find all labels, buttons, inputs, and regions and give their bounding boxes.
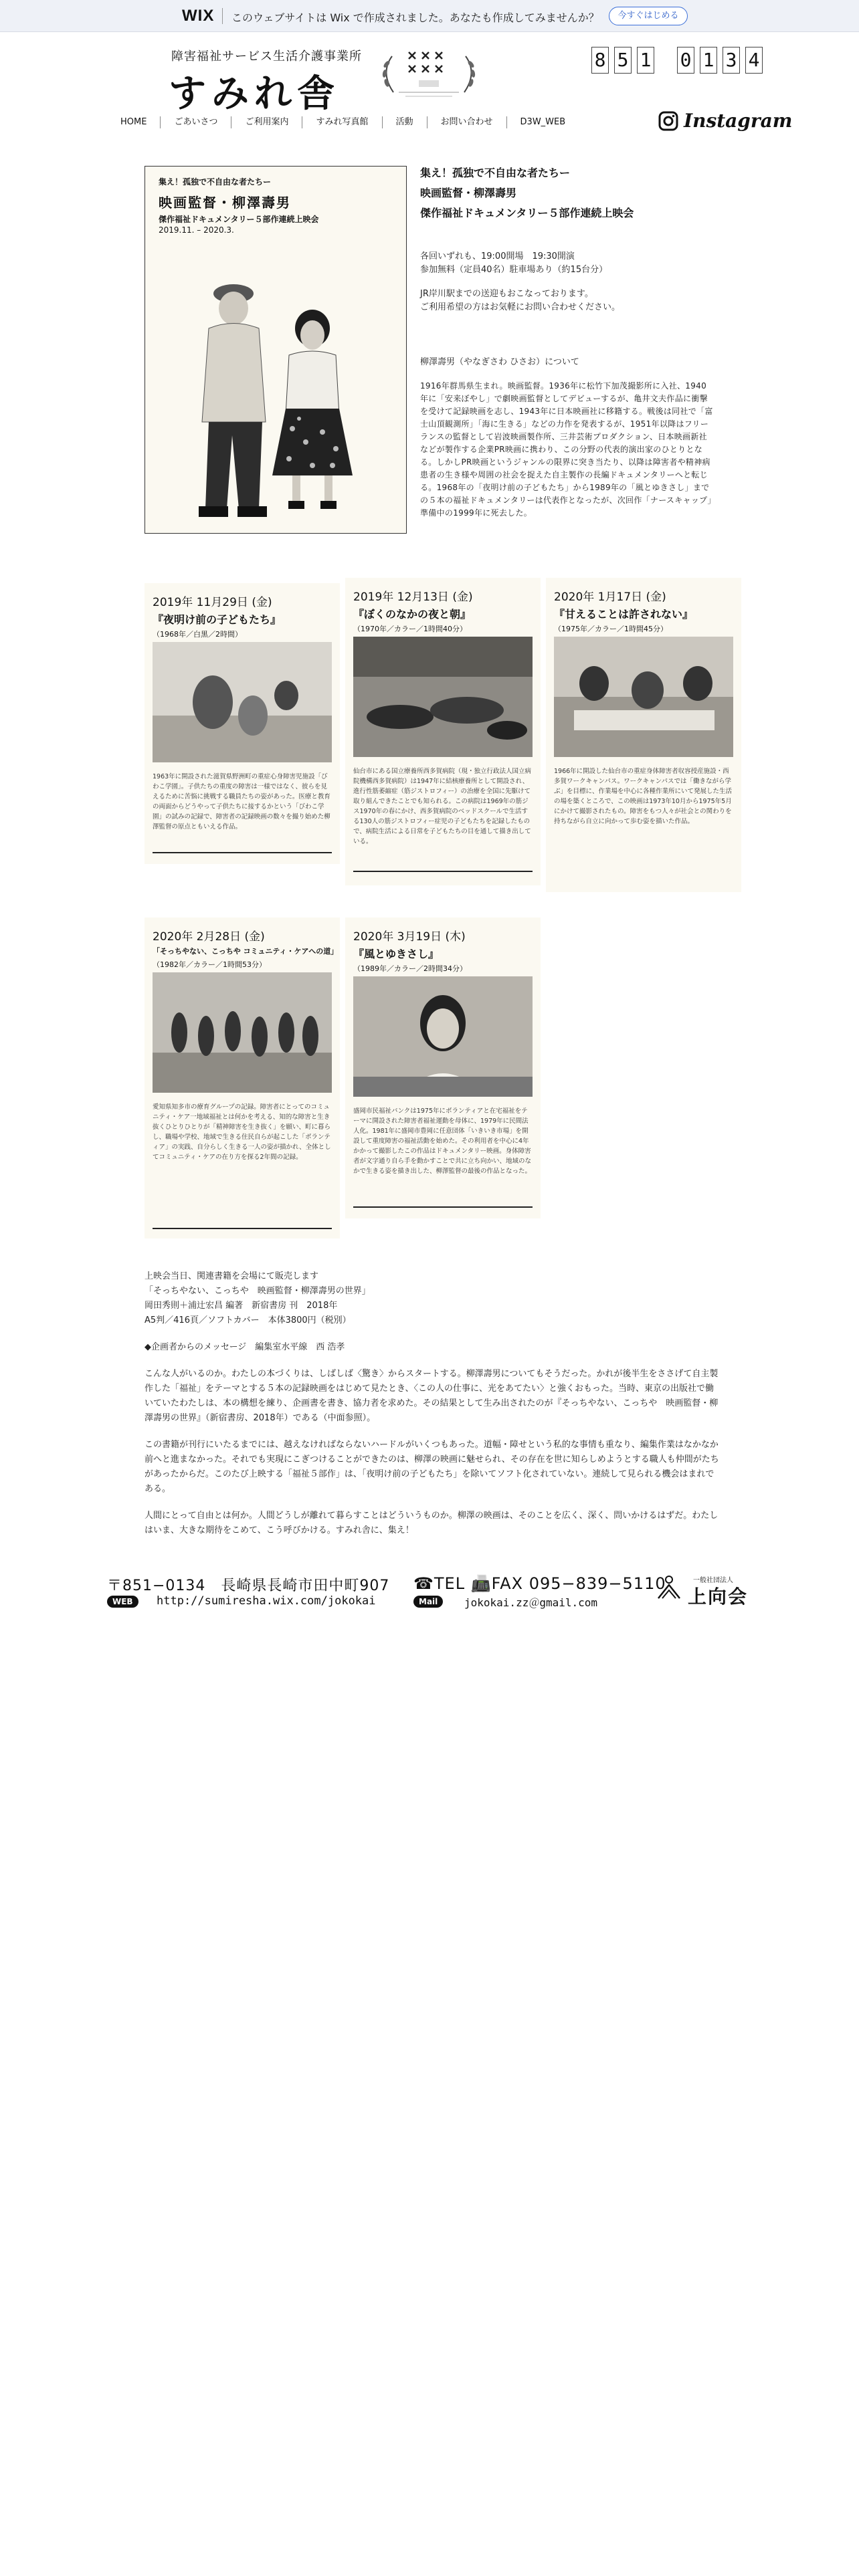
nav-item-d3w-web[interactable]: D3W_WEB bbox=[520, 117, 566, 127]
nav-item-photos[interactable]: すみれ写真館 bbox=[302, 116, 382, 128]
film-date: 2019年 11月29日 (金) bbox=[153, 596, 272, 609]
film-meta: （1975年／カラー／1時間45分） bbox=[554, 625, 668, 633]
nav-item-greeting[interactable]: ごあいさつ bbox=[161, 116, 231, 128]
film-still bbox=[153, 642, 332, 762]
message-paragraph: こんな人がいるのか。わたしの本づくりは、しばしば〈驚き〉からスタートする。柳澤壽男についてもそうだった。かれが後半生をささげて自主製作した「福祉」をテーマとする５本の記録映画をはじめて見たとき、〈この人の仕事に、光をあてたい〉と強くおもった。当時、東京の出版社で働いていたわたしは、本の構想を練り、企画書を書き、協力者を求めた。その結果として生み出されたのが『そっちやない、こっちや 映画監督・柳澤壽男の世界』（新宿書房、2018年）である（中面参照）。 bbox=[145, 1369, 719, 1423]
footer-address: 〒851−0134 長崎県長崎市田中町907 bbox=[107, 1578, 390, 1594]
visitor-counter bbox=[591, 47, 763, 74]
schedule-time: 各回いずれも、19:00開場 19:30開演 bbox=[420, 251, 575, 261]
film-description: 仙台市にある国立療養所西多賀病院（現・独立行政法人国立病院機構西多賀病院）は1947年に結核療養所として開設され、進行性筋萎縮症（筋ジストロフィー）の治療を全国に先駆けて取り組んできたことでも知られる。この病院は1969年の筋ジス1970年の春にかけ、西多賀病院のベッドスクールで生活する130人の筋ジストロフィー症児の子どもたちを記録したもので、病院生活による日常を子どもたちの目を通して描き出している。 bbox=[353, 768, 532, 845]
film-date: 2019年 12月13日 (金) bbox=[353, 591, 473, 604]
nav-item-contact[interactable]: お問い合わせ bbox=[427, 116, 507, 128]
book-info bbox=[145, 1269, 720, 1538]
message-paragraph: この書籍が刊行にいたるまでには、越えなければならないハードルがいくつもあった。道幅・障せという私的な事情も重なり、編集作業はなかなか前へと進まなかった。それでも実現にこぎつけることができたのは、柳澤の映画に魅せられ、その存在を世に知らしめようとする職人も仲間がたちがあったからだ。このたび上映する「福祉５部作」は、「夜明け前の子どもたち」を除いてソフト化されていない。連続して見られる機会はまれである。 bbox=[145, 1440, 719, 1494]
organization-logo-icon bbox=[656, 1574, 682, 1605]
divider bbox=[353, 871, 533, 872]
wix-banner-message: このウェブサイトは Wix で作成されました。あなたも作成してみませんか？ bbox=[231, 11, 599, 24]
counter-digit: 1 bbox=[700, 47, 717, 74]
film-description: 1963年に開設された滋賀県野洲町の重症心身障害児施設「びわこ学園」。子供たちの重度の障害は一様ではなく、彼らを見えるために苦悩に挑戦する職員たちの姿があった。医療と教育の両面からどうやって子供たちに接するかという「びわこ学園」の試みの記録で、障害者の記録映画の数々を撮り始めた柳澤監督の原点ともいえる作品。 bbox=[153, 773, 330, 831]
film-description: 盛岡市民福祉バンクは1975年にボランティアと在宅福祉をテーマに開設された障害者福祉運動を母体に、1979年に民間法人化。1981年に盛岡市豊岡に任意団体「いきいき市場」を開設して重度障害の福祉活動を始めた。その利用者を中心に4年かかって撮影したこの作品はドキュメンタリー映画。身体障害者が文字通り自ら手を動かすことで共に立ち向かい、地域のなかで生きる姿を描き出した、柳澤監督の最後の作品となった。 bbox=[353, 1107, 532, 1175]
wix-banner-divider bbox=[222, 8, 223, 24]
nav-item-activities[interactable]: 活動 bbox=[383, 116, 427, 128]
footer bbox=[107, 1573, 756, 1613]
mail-badge: Mail bbox=[413, 1596, 443, 1608]
divider bbox=[153, 852, 332, 853]
poster-tagline: 集え！孤独で不自由な者たちー bbox=[159, 177, 272, 187]
counter-digit: 8 bbox=[591, 47, 609, 74]
film-card bbox=[145, 583, 340, 864]
counter-digit: 1 bbox=[637, 47, 654, 74]
film-card bbox=[546, 578, 741, 892]
bio-title: 柳澤壽男（やなぎさわ ひさお）について bbox=[420, 357, 579, 367]
wix-start-button[interactable]: 今すぐはじめる bbox=[609, 7, 688, 25]
film-description: 1966年に開設した仙台市の重症身体障害者収容授産施設・西多賀ワークキャンパス。ワークキャンパスでは「働きながら学ぶ」を目標に、作業場を中心に各種作業所にいて発展した生活の場を築くところで、この映画は1973年10月から1975年5月にかけて撮影されたもの。障害をもつ人々が社会との関わりを持ちながら自立に向かって歩む姿を描いた作品。 bbox=[554, 768, 733, 825]
poster-dates: 2019.11. – 2020.3. bbox=[159, 225, 234, 235]
schedule-admission: 参加無料（定員40名）駐車場あり（約15台分） bbox=[420, 265, 608, 275]
nav-item-home[interactable]: HOME bbox=[107, 116, 161, 128]
footer-email[interactable]: jokokai.zz＠gmail.com bbox=[464, 1596, 598, 1609]
counter-digit: 0 bbox=[677, 47, 694, 74]
wix-banner bbox=[0, 0, 859, 32]
message-paragraph: 人間にとって自由とは何か。人間どうしが離れて暮らすことはどういうものか。柳澤の映画は、そのことを広く、深く、問いかけるはずだ。わたしはいま、大きな期待をこめて、こう呼びかける。すみれ舎に、集え！ bbox=[145, 1511, 719, 1535]
footer-url[interactable]: http://sumiresha.wix.com/jokokai bbox=[157, 1594, 376, 1608]
film-meta: （1989年／カラー／2時間34分） bbox=[353, 964, 467, 973]
film-meta: （1982年／カラー／1時間53分） bbox=[153, 960, 266, 969]
access-contact: ご利用希望の方はお気軽にお問い合わせください。 bbox=[420, 302, 621, 312]
intro-heading: 映画監督・柳澤壽男 bbox=[420, 187, 517, 199]
film-still bbox=[353, 976, 533, 1097]
book-title: 「そっちやない、こっちや 映画監督・柳澤壽男の世界」 bbox=[145, 1286, 371, 1296]
laurel-emblem-icon bbox=[372, 43, 486, 104]
wix-logo[interactable]: WIX bbox=[182, 7, 215, 25]
film-card bbox=[345, 918, 541, 1218]
org-name: 上向会 bbox=[688, 1586, 749, 1608]
film-still bbox=[153, 972, 332, 1093]
nav-item-guide[interactable]: ご利用案内 bbox=[231, 116, 302, 128]
film-card bbox=[145, 918, 340, 1239]
access-note: JR岸川駅までの送迎もおこなっております。 bbox=[420, 289, 593, 299]
director-bio: 1916年群馬県生まれ。映画監督。1936年に松竹下加茂撮影所に入社、1940年に「安来ぼやし」で劇映画監督としてデビューするが、亀井文夫作品に衝撃を受けて記録映画を志し、1943年に日本映画社に移籍する。戦後は同社で「富士山頂観測所」「海に生きる」などの力作を発表するが、1951年以降はフリーランスの監督として岩波映画製作所、三井芸術プロダクション、日本映画新社などが製作する企業PR映画に携わり、この分野の代表的演出家のひとりとなる。しかしPR映画というジャンルの限界に突き当たり、以降は障害者や精神病患者の生き様や周囲の社会を捉えた自主製作の長編ドキュメンタリーへと転じる。1968年の「夜明け前の子どもたち」から1989年の「風とゆきさし」までの５本の福祉ドキュメンタリーは代表作となったが、次回作「ナースキャップ」準備中の1999年に死去した。 bbox=[420, 381, 713, 518]
film-still bbox=[554, 637, 733, 757]
counter-digit: 3 bbox=[723, 47, 740, 74]
film-still bbox=[353, 637, 533, 757]
site-subtitle: 障害福祉サービス生活介護事業所 bbox=[171, 49, 362, 64]
footer-phone[interactable]: ☎TEL 📠FAX 095−839−5110 bbox=[413, 1574, 666, 1593]
counter-digit: 5 bbox=[614, 47, 632, 74]
poster-photo bbox=[172, 241, 386, 529]
film-date: 2020年 2月28日 (金) bbox=[153, 930, 265, 944]
site-logo-title[interactable]: すみれ舎 bbox=[169, 72, 340, 116]
organizer-message-title: ◆企画者からのメッセージ 編集室水平線 西 浩孝 bbox=[145, 1342, 345, 1352]
poster-title: 映画監督・柳澤壽男 bbox=[159, 195, 291, 211]
screening-poster bbox=[145, 166, 407, 534]
org-type: 一般社団法人 bbox=[693, 1577, 733, 1584]
film-description: 愛知県知多市の療育グループの記録。障害者にとってのコミュニティ・ケア一地域福祉とは何かを考える、知的な障害と生き抜くひとりひとりが「精神障害を生き抜く」を願い、町に暮らし、職場や学校、地域で生きる住民自らが起こした「ボランティア」の実践、自分らしく生きる一人の姿が描かれ、全体としてコミュニティ・ケアの在り方を探る2年間の記録。 bbox=[153, 1103, 331, 1161]
film-title: 『ぼくのなかの夜と朝』 bbox=[353, 608, 472, 621]
instagram-label: Instagram bbox=[684, 110, 793, 132]
divider bbox=[353, 1206, 533, 1208]
book-intro: 上映会当日、関連書籍を会場にて販売します bbox=[145, 1271, 319, 1281]
film-title: 『風とゆきさし』 bbox=[353, 948, 440, 960]
poster-subtitle: 傑作福祉ドキュメンタリー５部作連続上映会 bbox=[159, 215, 319, 224]
intro-heading: 集え！孤独で不自由な者たちー bbox=[420, 167, 571, 179]
web-badge: WEB bbox=[107, 1596, 138, 1608]
main-nav bbox=[107, 111, 579, 134]
film-meta: （1970年／カラー／1時間40分） bbox=[353, 625, 467, 633]
book-specs: A5判／416頁／ソフトカバー 本体3800円（税別） bbox=[145, 1315, 351, 1325]
film-date: 2020年 3月19日 (木) bbox=[353, 930, 466, 944]
book-authors: 岡田秀則＋浦辻宏昌 編著 新宿書房 刊 2018年 bbox=[145, 1301, 338, 1311]
event-intro bbox=[420, 163, 714, 530]
film-title: 『甘えることは許されない』 bbox=[554, 608, 694, 621]
film-title: 「そっちやない、こっちや コミュニティ・ケアへの道」 bbox=[153, 947, 339, 956]
film-date: 2020年 1月17日 (金) bbox=[554, 591, 666, 604]
film-title: 『夜明け前の子どもたち』 bbox=[153, 613, 282, 626]
instagram-link[interactable] bbox=[658, 110, 792, 132]
counter-digit: 4 bbox=[745, 47, 763, 74]
film-card bbox=[345, 578, 541, 885]
intro-heading: 傑作福祉ドキュメンタリー５部作連続上映会 bbox=[420, 207, 634, 219]
divider bbox=[153, 1228, 332, 1229]
film-meta: （1968年／白黒／2時間） bbox=[153, 630, 242, 639]
instagram-icon bbox=[658, 111, 678, 131]
